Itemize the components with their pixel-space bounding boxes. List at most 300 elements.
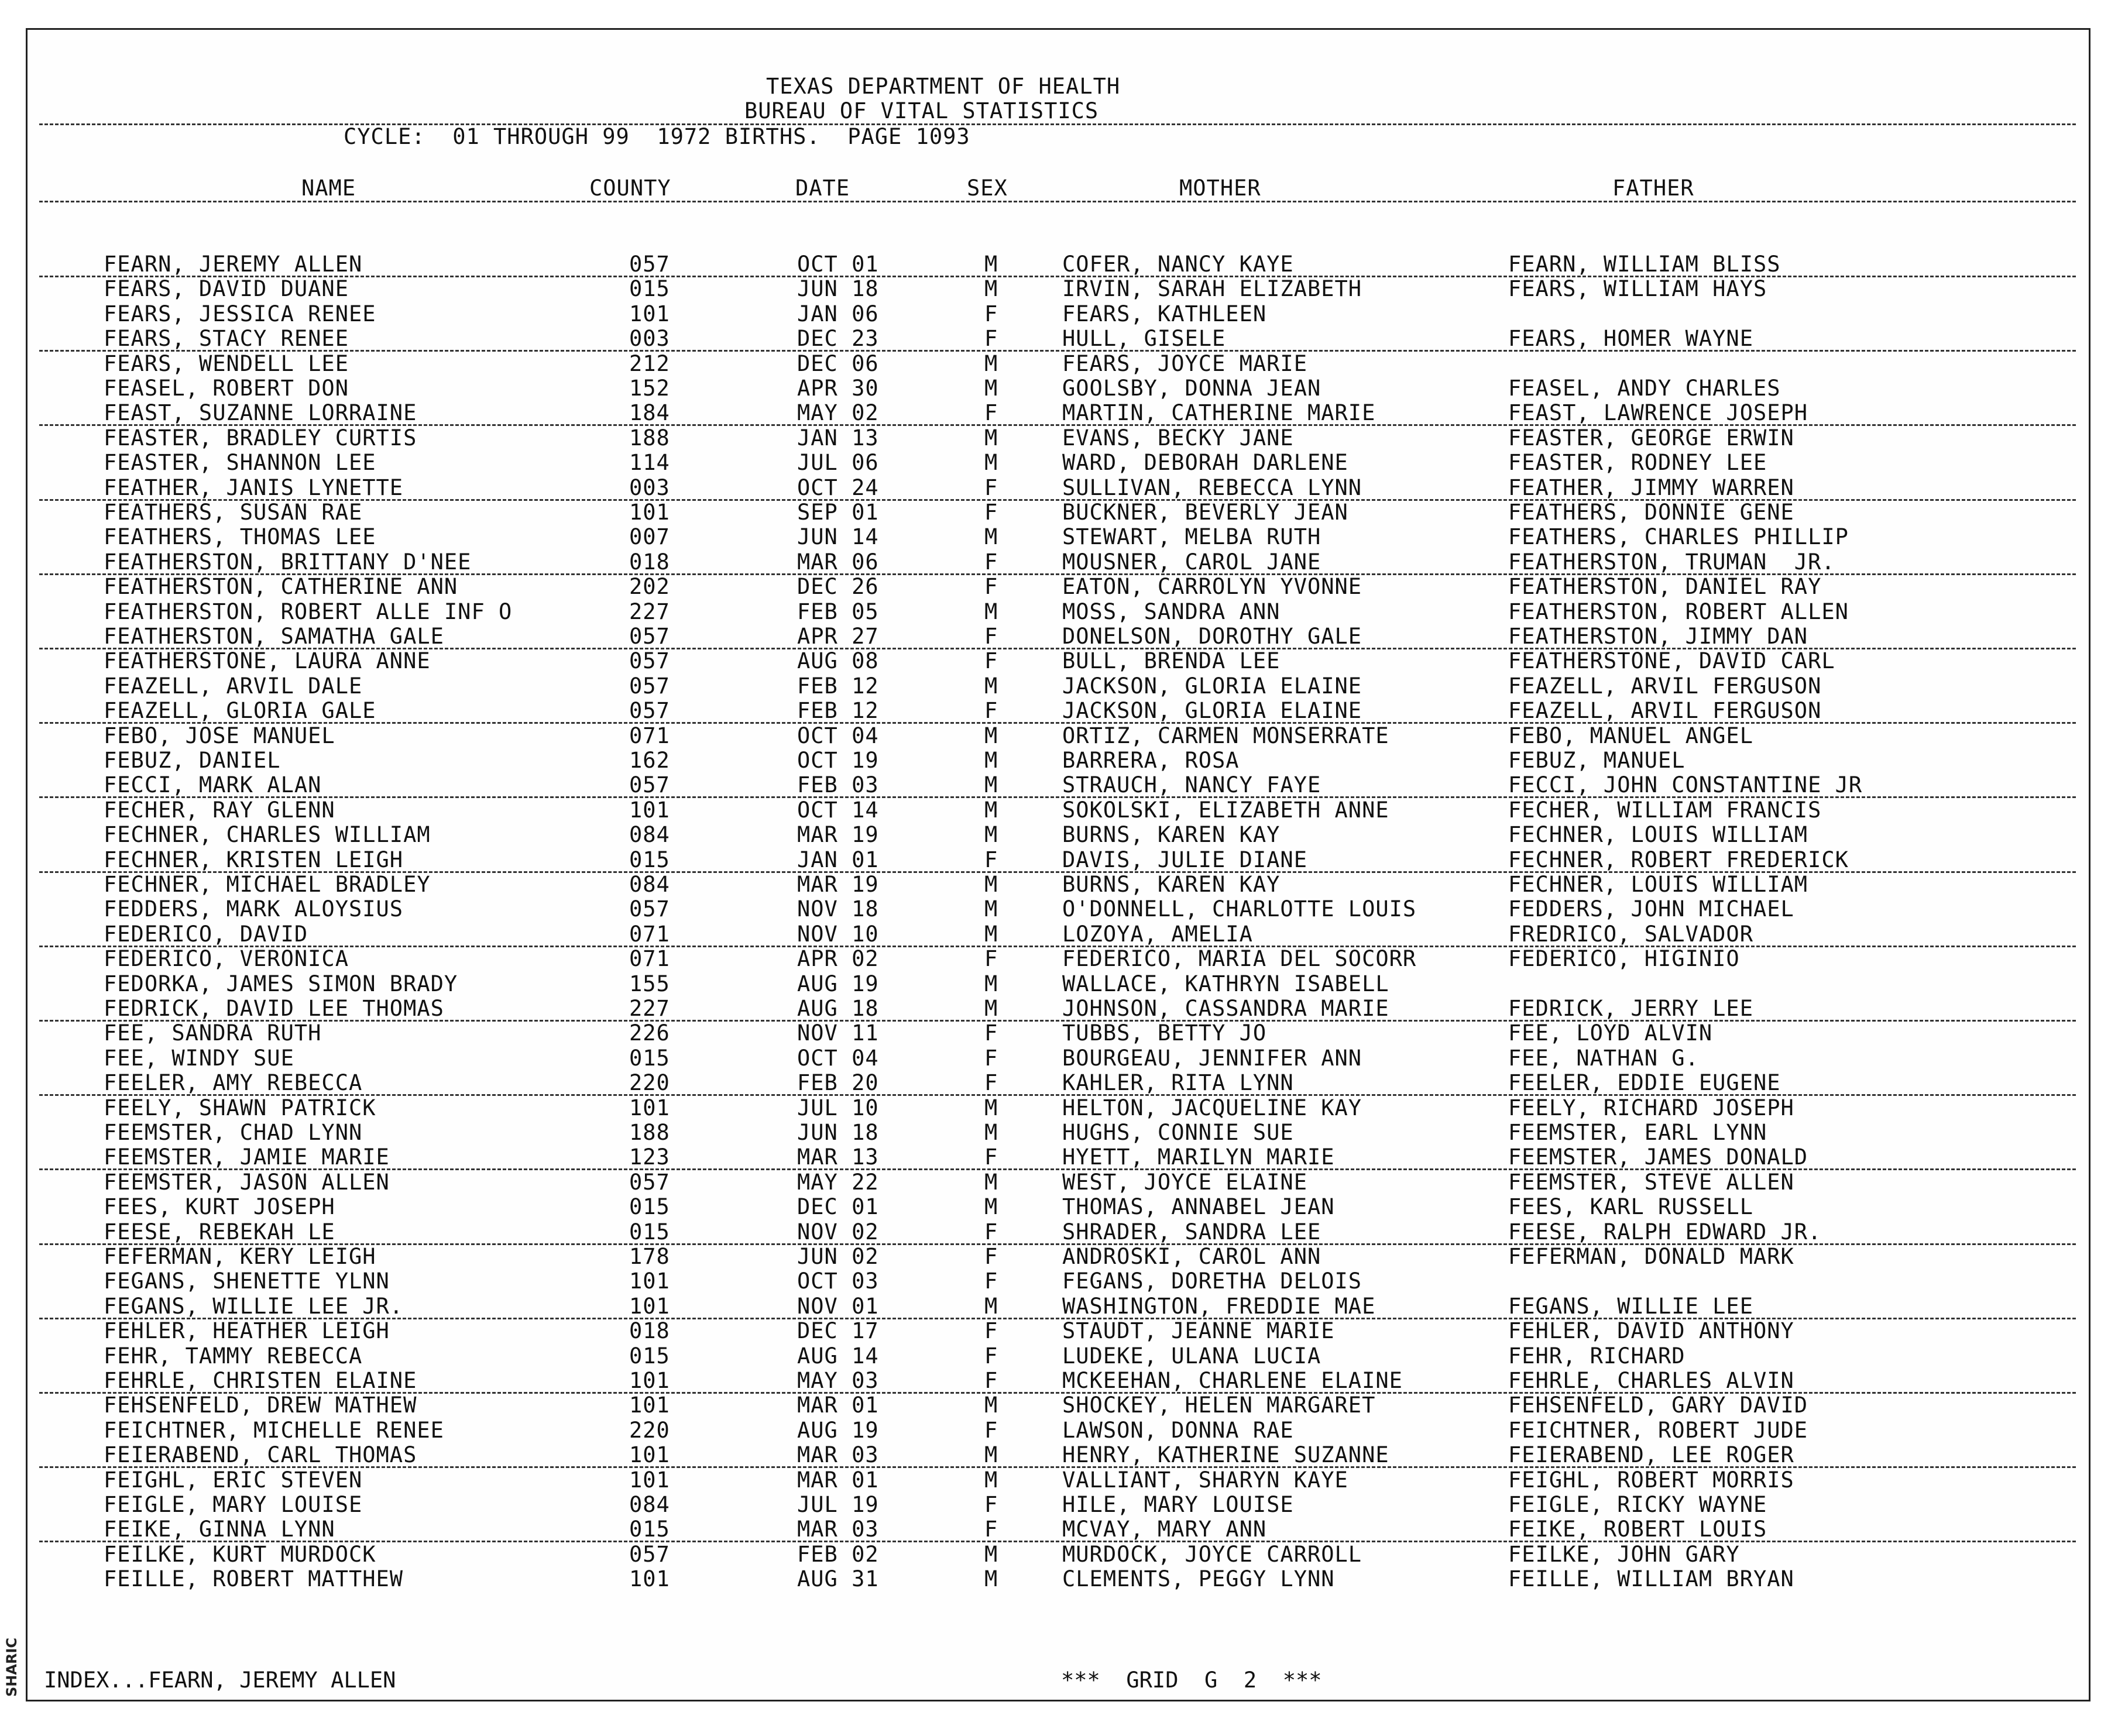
record-name: FECCI, MARK ALAN bbox=[104, 772, 322, 798]
record-name: FEHRLE, CHRISTEN ELAINE bbox=[104, 1368, 417, 1393]
record-father: FEEMSTER, JAMES DONALD bbox=[1508, 1144, 1808, 1170]
record-name: FEATHERSTON, BRITTANY D'NEE bbox=[104, 549, 472, 575]
record-sex: F bbox=[984, 1368, 998, 1393]
record-father: FEIGHL, ROBERT MORRIS bbox=[1508, 1467, 1794, 1493]
record-name: FEDORKA, JAMES SIMON BRADY bbox=[104, 971, 458, 996]
record-father: FEASTER, RODNEY LEE bbox=[1508, 450, 1767, 476]
record-sex: M bbox=[984, 276, 998, 302]
record-sex: M bbox=[984, 524, 998, 550]
record-mother: STAUDT, JEANNE MARIE bbox=[1062, 1318, 1335, 1344]
record-sex: M bbox=[984, 1293, 998, 1319]
record-father: FECHNER, ROBERT FREDERICK bbox=[1508, 847, 1849, 872]
record-father: FECCI, JOHN CONSTANTINE JR bbox=[1508, 772, 1863, 798]
record-sex: F bbox=[984, 326, 998, 352]
record-date: OCT 24 bbox=[797, 475, 879, 500]
record-county: 084 bbox=[629, 822, 670, 848]
record-name: FEARS, DAVID DUANE bbox=[104, 276, 349, 302]
record-mother: MURDOCK, JOYCE CARROLL bbox=[1062, 1541, 1362, 1567]
record-father: FEARS, HOMER WAYNE bbox=[1508, 326, 1753, 352]
record-date: MAR 03 bbox=[797, 1517, 879, 1542]
record-name: FEGANS, SHENETTE YLNN bbox=[104, 1269, 390, 1294]
column-header-father: FATHER bbox=[1612, 176, 1694, 201]
record-mother: STRAUCH, NANCY FAYE bbox=[1062, 772, 1321, 798]
record-father: FEATHERSTONE, DAVID CARL bbox=[1508, 648, 1835, 674]
record-name: FEDERICO, DAVID bbox=[104, 921, 308, 947]
record-date: MAY 02 bbox=[797, 400, 879, 426]
row-separator bbox=[39, 1020, 2076, 1022]
record-county: 057 bbox=[629, 624, 670, 649]
record-county: 101 bbox=[629, 1467, 670, 1493]
record-mother: JACKSON, GLORIA ELAINE bbox=[1062, 673, 1362, 699]
column-header-sex: SEX bbox=[967, 176, 1008, 201]
record-mother: VALLIANT, SHARYN KAYE bbox=[1062, 1467, 1348, 1493]
record-mother: SOKOLSKI, ELIZABETH ANNE bbox=[1062, 797, 1389, 823]
record-name: FEAZELL, ARVIL DALE bbox=[104, 673, 363, 699]
record-county: 057 bbox=[629, 252, 670, 277]
footer-grid: *** GRID G 2 *** bbox=[1061, 1668, 1322, 1693]
record-sex: F bbox=[984, 1318, 998, 1344]
record-name: FEILLE, ROBERT MATTHEW bbox=[104, 1566, 404, 1592]
record-sex: M bbox=[984, 896, 998, 922]
record-name: FEIGLE, MARY LOUISE bbox=[104, 1492, 363, 1517]
record-county: 188 bbox=[629, 1120, 670, 1145]
record-sex: F bbox=[984, 1517, 998, 1542]
record-name: FEASTER, BRADLEY CURTIS bbox=[104, 425, 417, 451]
record-name: FEATHERSTONE, LAURA ANNE bbox=[104, 648, 431, 674]
record-date: MAR 19 bbox=[797, 872, 879, 897]
record-mother: MCVAY, MARY ANN bbox=[1062, 1517, 1267, 1542]
record-date: JAN 13 bbox=[797, 425, 879, 451]
record-sex: M bbox=[984, 599, 998, 624]
record-sex: M bbox=[984, 1442, 998, 1468]
record-mother: WARD, DEBORAH DARLENE bbox=[1062, 450, 1348, 476]
record-sex: M bbox=[984, 1566, 998, 1592]
record-mother: MOSS, SANDRA ANN bbox=[1062, 599, 1281, 624]
record-sex: M bbox=[984, 425, 998, 451]
record-mother: BULL, BRENDA LEE bbox=[1062, 648, 1281, 674]
record-father: FEHR, RICHARD bbox=[1508, 1343, 1686, 1369]
record-date: SEP 01 bbox=[797, 500, 879, 525]
record-date: APR 27 bbox=[797, 624, 879, 649]
record-mother: TUBBS, BETTY JO bbox=[1062, 1020, 1267, 1046]
record-father: FEARS, WILLIAM HAYS bbox=[1508, 276, 1767, 302]
record-name: FEATHERS, THOMAS LEE bbox=[104, 524, 376, 550]
record-mother: O'DONNELL, CHARLOTTE LOUIS bbox=[1062, 896, 1417, 922]
record-father: FEEMSTER, STEVE ALLEN bbox=[1508, 1169, 1794, 1195]
record-name: FEASEL, ROBERT DON bbox=[104, 376, 349, 401]
record-county: 101 bbox=[629, 1393, 670, 1418]
record-date: OCT 03 bbox=[797, 1269, 879, 1294]
record-name: FECHNER, CHARLES WILLIAM bbox=[104, 822, 431, 848]
record-name: FEATHER, JANIS LYNETTE bbox=[104, 475, 404, 500]
record-date: DEC 26 bbox=[797, 574, 879, 600]
record-sex: M bbox=[984, 1120, 998, 1145]
record-father: FEICHTNER, ROBERT JUDE bbox=[1508, 1417, 1808, 1443]
record-date: AUG 08 bbox=[797, 648, 879, 674]
record-name: FEES, KURT JOSEPH bbox=[104, 1194, 335, 1220]
record-name: FEATHERS, SUSAN RAE bbox=[104, 500, 363, 525]
agency-title: TEXAS DEPARTMENT OF HEALTH bbox=[766, 74, 1121, 99]
record-name: FEARN, JEREMY ALLEN bbox=[104, 252, 363, 277]
record-date: DEC 23 bbox=[797, 326, 879, 352]
record-mother: COFER, NANCY KAYE bbox=[1062, 252, 1294, 277]
record-sex: M bbox=[984, 748, 998, 773]
record-date: DEC 06 bbox=[797, 350, 879, 376]
record-sex: F bbox=[984, 1219, 998, 1245]
record-county: 155 bbox=[629, 971, 670, 996]
record-father: FEASEL, ANDY CHARLES bbox=[1508, 376, 1781, 401]
record-name: FEASTER, SHANNON LEE bbox=[104, 450, 376, 476]
record-sex: M bbox=[984, 1169, 998, 1195]
record-sex: M bbox=[984, 1194, 998, 1220]
record-name: FEEMSTER, CHAD LYNN bbox=[104, 1120, 363, 1145]
record-county: 057 bbox=[629, 1541, 670, 1567]
record-sex: F bbox=[984, 1417, 998, 1443]
record-county: 057 bbox=[629, 698, 670, 724]
record-father: FEATHERSTON, JIMMY DAN bbox=[1508, 624, 1808, 649]
record-mother: BURNS, KAREN KAY bbox=[1062, 822, 1281, 848]
record-sex: M bbox=[984, 921, 998, 947]
record-date: DEC 01 bbox=[797, 1194, 879, 1220]
record-county: 071 bbox=[629, 946, 670, 972]
record-mother: ORTIZ, CARMEN MONSERRATE bbox=[1062, 723, 1389, 748]
record-father: FEFERMAN, DONALD MARK bbox=[1508, 1244, 1794, 1269]
column-header-rule bbox=[39, 201, 2076, 202]
record-sex: F bbox=[984, 549, 998, 575]
record-county: 226 bbox=[629, 1020, 670, 1046]
record-county: 015 bbox=[629, 276, 670, 302]
record-date: FEB 12 bbox=[797, 698, 879, 724]
record-father: FEATHERSTON, ROBERT ALLEN bbox=[1508, 599, 1849, 624]
record-county: 057 bbox=[629, 648, 670, 674]
record-mother: HELTON, JACQUELINE KAY bbox=[1062, 1095, 1362, 1120]
record-father: FEATHERSTON, DANIEL RAY bbox=[1508, 574, 1822, 600]
record-father: FEEMSTER, EARL LYNN bbox=[1508, 1120, 1767, 1145]
record-name: FEAST, SUZANNE LORRAINE bbox=[104, 400, 417, 426]
record-county: 178 bbox=[629, 1244, 670, 1269]
record-date: NOV 11 bbox=[797, 1020, 879, 1046]
record-sex: F bbox=[984, 475, 998, 500]
record-mother: LOZOYA, AMELIA bbox=[1062, 921, 1253, 947]
record-sex: F bbox=[984, 624, 998, 649]
record-name: FEGANS, WILLIE LEE JR. bbox=[104, 1293, 404, 1319]
side-label: SHARIC bbox=[4, 1638, 20, 1697]
record-father: FEASTER, GEORGE ERWIN bbox=[1508, 425, 1794, 451]
record-sex: M bbox=[984, 797, 998, 823]
record-date: NOV 02 bbox=[797, 1219, 879, 1245]
record-mother: JACKSON, GLORIA ELAINE bbox=[1062, 698, 1362, 724]
record-father: FEATHER, JIMMY WARREN bbox=[1508, 475, 1794, 500]
column-header-name: NAME bbox=[301, 176, 356, 201]
record-county: 015 bbox=[629, 1194, 670, 1220]
record-date: FEB 02 bbox=[797, 1541, 879, 1567]
record-date: FEB 05 bbox=[797, 599, 879, 624]
record-date: MAR 06 bbox=[797, 549, 879, 575]
record-sex: F bbox=[984, 698, 998, 724]
record-mother: FEDERICO, MARIA DEL SOCORR bbox=[1062, 946, 1417, 972]
record-name: FEE, SANDRA RUTH bbox=[104, 1020, 322, 1046]
record-county: 101 bbox=[629, 1442, 670, 1468]
record-date: MAY 03 bbox=[797, 1368, 879, 1393]
record-date: FEB 12 bbox=[797, 673, 879, 699]
column-header-mother: MOTHER bbox=[1179, 176, 1261, 201]
report-sheet bbox=[26, 28, 2090, 1701]
record-sex: F bbox=[984, 1269, 998, 1294]
record-county: 018 bbox=[629, 1318, 670, 1344]
record-name: FEDRICK, DAVID LEE THOMAS bbox=[104, 996, 444, 1021]
record-name: FEIGHL, ERIC STEVEN bbox=[104, 1467, 363, 1493]
record-mother: KAHLER, RITA LYNN bbox=[1062, 1070, 1294, 1096]
record-name: FEARS, WENDELL LEE bbox=[104, 350, 349, 376]
record-county: 101 bbox=[629, 301, 670, 326]
record-name: FEELY, SHAWN PATRICK bbox=[104, 1095, 376, 1120]
record-father: FEHSENFELD, GARY DAVID bbox=[1508, 1393, 1808, 1418]
record-date: JUL 19 bbox=[797, 1492, 879, 1517]
record-father: FEILKE, JOHN GARY bbox=[1508, 1541, 1740, 1567]
record-sex: M bbox=[984, 350, 998, 376]
record-date: AUG 19 bbox=[797, 971, 879, 996]
record-mother: WALLACE, KATHRYN ISABELL bbox=[1062, 971, 1389, 996]
record-sex: F bbox=[984, 301, 998, 326]
record-date: MAY 22 bbox=[797, 1169, 879, 1195]
record-county: 084 bbox=[629, 872, 670, 897]
record-county: 101 bbox=[629, 797, 670, 823]
record-father: FEATHERS, DONNIE GENE bbox=[1508, 500, 1794, 525]
record-name: FECHER, RAY GLENN bbox=[104, 797, 335, 823]
record-father: FEHLER, DAVID ANTHONY bbox=[1508, 1318, 1794, 1344]
record-county: 152 bbox=[629, 376, 670, 401]
record-name: FEATHERSTON, ROBERT ALLE INF O bbox=[104, 599, 513, 624]
record-county: 057 bbox=[629, 1169, 670, 1195]
column-header-date: DATE bbox=[795, 176, 850, 201]
record-sex: M bbox=[984, 252, 998, 277]
record-mother: ANDROSKI, CAROL ANN bbox=[1062, 1244, 1321, 1269]
record-mother: DAVIS, JULIE DIANE bbox=[1062, 847, 1307, 872]
record-mother: IRVIN, SARAH ELIZABETH bbox=[1062, 276, 1362, 302]
record-date: JUN 18 bbox=[797, 1120, 879, 1145]
record-county: 101 bbox=[629, 500, 670, 525]
record-county: 188 bbox=[629, 425, 670, 451]
record-county: 084 bbox=[629, 1492, 670, 1517]
record-date: MAR 01 bbox=[797, 1467, 879, 1493]
record-father: FEIKE, ROBERT LOUIS bbox=[1508, 1517, 1767, 1542]
record-county: 101 bbox=[629, 1368, 670, 1393]
record-mother: EVANS, BECKY JANE bbox=[1062, 425, 1294, 451]
record-county: 184 bbox=[629, 400, 670, 426]
record-father: FEBUZ, MANUEL bbox=[1508, 748, 1686, 773]
record-sex: F bbox=[984, 400, 998, 426]
record-county: 071 bbox=[629, 921, 670, 947]
record-name: FEBO, JOSE MANUEL bbox=[104, 723, 335, 748]
record-father: FEAST, LAWRENCE JOSEPH bbox=[1508, 400, 1808, 426]
record-date: AUG 19 bbox=[797, 1417, 879, 1443]
record-sex: M bbox=[984, 673, 998, 699]
record-name: FECHNER, MICHAEL BRADLEY bbox=[104, 872, 431, 897]
record-sex: M bbox=[984, 450, 998, 476]
bureau-title: BUREAU OF VITAL STATISTICS bbox=[744, 98, 1099, 123]
record-county: 101 bbox=[629, 1566, 670, 1592]
record-county: 227 bbox=[629, 599, 670, 624]
record-sex: F bbox=[984, 847, 998, 872]
record-name: FEEMSTER, JAMIE MARIE bbox=[104, 1144, 390, 1170]
record-county: 018 bbox=[629, 549, 670, 575]
record-date: OCT 04 bbox=[797, 723, 879, 748]
record-county: 015 bbox=[629, 1045, 670, 1071]
record-name: FEATHERSTON, SAMATHA GALE bbox=[104, 624, 444, 649]
record-mother: DONELSON, DOROTHY GALE bbox=[1062, 624, 1362, 649]
record-county: 212 bbox=[629, 350, 670, 376]
record-father: FECHNER, LOUIS WILLIAM bbox=[1508, 822, 1808, 848]
record-father: FECHER, WILLIAM FRANCIS bbox=[1508, 797, 1822, 823]
record-mother: SHRADER, SANDRA LEE bbox=[1062, 1219, 1321, 1245]
record-county: 015 bbox=[629, 1343, 670, 1369]
cycle-line: CYCLE: 01 THROUGH 99 1972 BIRTHS. PAGE 1093 bbox=[344, 124, 970, 149]
record-father: FEE, LOYD ALVIN bbox=[1508, 1020, 1713, 1046]
record-sex: F bbox=[984, 1343, 998, 1369]
record-sex: M bbox=[984, 1541, 998, 1567]
record-name: FEE, WINDY SUE bbox=[104, 1045, 294, 1071]
record-sex: F bbox=[984, 648, 998, 674]
record-mother: EATON, CARROLYN YVONNE bbox=[1062, 574, 1362, 600]
record-sex: M bbox=[984, 1467, 998, 1493]
record-date: MAR 01 bbox=[797, 1393, 879, 1418]
column-header-county: COUNTY bbox=[589, 176, 671, 201]
record-name: FEIERABEND, CARL THOMAS bbox=[104, 1442, 417, 1468]
record-sex: M bbox=[984, 996, 998, 1021]
record-sex: F bbox=[984, 574, 998, 600]
record-county: 057 bbox=[629, 896, 670, 922]
record-name: FEILKE, KURT MURDOCK bbox=[104, 1541, 376, 1567]
record-county: 162 bbox=[629, 748, 670, 773]
record-mother: HUGHS, CONNIE SUE bbox=[1062, 1120, 1294, 1145]
record-mother: BURNS, KAREN KAY bbox=[1062, 872, 1281, 897]
record-father: FEDRICK, JERRY LEE bbox=[1508, 996, 1753, 1021]
record-sex: F bbox=[984, 1045, 998, 1071]
record-county: 114 bbox=[629, 450, 670, 476]
record-mother: HENRY, KATHERINE SUZANNE bbox=[1062, 1442, 1389, 1468]
record-mother: CLEMENTS, PEGGY LYNN bbox=[1062, 1566, 1335, 1592]
record-county: 101 bbox=[629, 1269, 670, 1294]
record-date: JUL 10 bbox=[797, 1095, 879, 1120]
record-county: 202 bbox=[629, 574, 670, 600]
record-date: AUG 14 bbox=[797, 1343, 879, 1369]
record-father: FEELER, EDDIE EUGENE bbox=[1508, 1070, 1781, 1096]
record-county: 057 bbox=[629, 772, 670, 798]
record-county: 227 bbox=[629, 996, 670, 1021]
record-county: 015 bbox=[629, 847, 670, 872]
record-sex: M bbox=[984, 1393, 998, 1418]
record-county: 071 bbox=[629, 723, 670, 748]
record-county: 015 bbox=[629, 1219, 670, 1245]
record-date: JAN 01 bbox=[797, 847, 879, 872]
record-date: JAN 06 bbox=[797, 301, 879, 326]
record-county: 220 bbox=[629, 1417, 670, 1443]
record-name: FEARS, STACY RENEE bbox=[104, 326, 349, 352]
record-father: FEHRLE, CHARLES ALVIN bbox=[1508, 1368, 1794, 1393]
record-mother: MCKEEHAN, CHARLENE ELAINE bbox=[1062, 1368, 1403, 1393]
record-date: APR 02 bbox=[797, 946, 879, 972]
record-mother: SULLIVAN, REBECCA LYNN bbox=[1062, 475, 1362, 500]
record-date: MAR 19 bbox=[797, 822, 879, 848]
record-mother: HILE, MARY LOUISE bbox=[1062, 1492, 1294, 1517]
record-date: JUN 02 bbox=[797, 1244, 879, 1269]
record-mother: LUDEKE, ULANA LUCIA bbox=[1062, 1343, 1321, 1369]
record-date: JUN 18 bbox=[797, 276, 879, 302]
record-sex: F bbox=[984, 946, 998, 972]
record-name: FEHSENFELD, DREW MATHEW bbox=[104, 1393, 417, 1418]
record-date: DEC 17 bbox=[797, 1318, 879, 1344]
record-sex: F bbox=[984, 1020, 998, 1046]
record-sex: M bbox=[984, 1095, 998, 1120]
record-mother: LAWSON, DONNA RAE bbox=[1062, 1417, 1294, 1443]
record-date: AUG 31 bbox=[797, 1566, 879, 1592]
record-sex: F bbox=[984, 500, 998, 525]
record-sex: M bbox=[984, 971, 998, 996]
record-mother: MARTIN, CATHERINE MARIE bbox=[1062, 400, 1376, 426]
record-sex: F bbox=[984, 1144, 998, 1170]
record-name: FEICHTNER, MICHELLE RENEE bbox=[104, 1417, 444, 1443]
record-name: FEAZELL, GLORIA GALE bbox=[104, 698, 376, 724]
record-father: FEDDERS, JOHN MICHAEL bbox=[1508, 896, 1794, 922]
record-county: 101 bbox=[629, 1293, 670, 1319]
record-name: FEEMSTER, JASON ALLEN bbox=[104, 1169, 390, 1195]
record-date: OCT 01 bbox=[797, 252, 879, 277]
record-county: 003 bbox=[629, 475, 670, 500]
record-date: NOV 10 bbox=[797, 921, 879, 947]
record-county: 101 bbox=[629, 1095, 670, 1120]
record-name: FEFERMAN, KERY LEIGH bbox=[104, 1244, 376, 1269]
record-county: 003 bbox=[629, 326, 670, 352]
record-name: FEDDERS, MARK ALOYSIUS bbox=[104, 896, 404, 922]
record-father: FEIERABEND, LEE ROGER bbox=[1508, 1442, 1794, 1468]
record-county: 015 bbox=[629, 1517, 670, 1542]
record-date: JUL 06 bbox=[797, 450, 879, 476]
record-sex: F bbox=[984, 1070, 998, 1096]
record-father: FEATHERS, CHARLES PHILLIP bbox=[1508, 524, 1849, 550]
record-mother: GOOLSBY, DONNA JEAN bbox=[1062, 376, 1321, 401]
record-name: FEESE, REBEKAH LE bbox=[104, 1219, 335, 1245]
record-date: NOV 18 bbox=[797, 896, 879, 922]
record-father: FEGANS, WILLIE LEE bbox=[1508, 1293, 1753, 1319]
record-mother: FEGANS, DORETHA DELOIS bbox=[1062, 1269, 1362, 1294]
record-date: FEB 20 bbox=[797, 1070, 879, 1096]
record-father: FEELY, RICHARD JOSEPH bbox=[1508, 1095, 1794, 1120]
record-sex: M bbox=[984, 376, 998, 401]
record-father: FEES, KARL RUSSELL bbox=[1508, 1194, 1753, 1220]
record-sex: M bbox=[984, 822, 998, 848]
record-mother: STEWART, MELBA RUTH bbox=[1062, 524, 1321, 550]
record-mother: FEARS, KATHLEEN bbox=[1062, 301, 1267, 326]
footer-index: INDEX...FEARN, JEREMY ALLEN bbox=[44, 1668, 396, 1693]
record-father: FEARN, WILLIAM BLISS bbox=[1508, 252, 1781, 277]
record-father: FEATHERSTON, TRUMAN JR. bbox=[1508, 549, 1835, 575]
record-father: FEAZELL, ARVIL FERGUSON bbox=[1508, 698, 1822, 724]
record-father: FEILLE, WILLIAM BRYAN bbox=[1508, 1566, 1794, 1592]
record-sex: M bbox=[984, 772, 998, 798]
record-name: FEELER, AMY REBECCA bbox=[104, 1070, 363, 1096]
record-date: NOV 01 bbox=[797, 1293, 879, 1319]
record-sex: M bbox=[984, 872, 998, 897]
record-date: APR 30 bbox=[797, 376, 879, 401]
record-name: FEBUZ, DANIEL bbox=[104, 748, 281, 773]
record-father: FEBO, MANUEL ANGEL bbox=[1508, 723, 1753, 748]
record-mother: JOHNSON, CASSANDRA MARIE bbox=[1062, 996, 1389, 1021]
record-mother: BARRERA, ROSA bbox=[1062, 748, 1240, 773]
record-name: FECHNER, KRISTEN LEIGH bbox=[104, 847, 404, 872]
record-father: FEDERICO, HIGINIO bbox=[1508, 946, 1740, 972]
record-mother: FEARS, JOYCE MARIE bbox=[1062, 350, 1307, 376]
record-father: FEIGLE, RICKY WAYNE bbox=[1508, 1492, 1767, 1517]
